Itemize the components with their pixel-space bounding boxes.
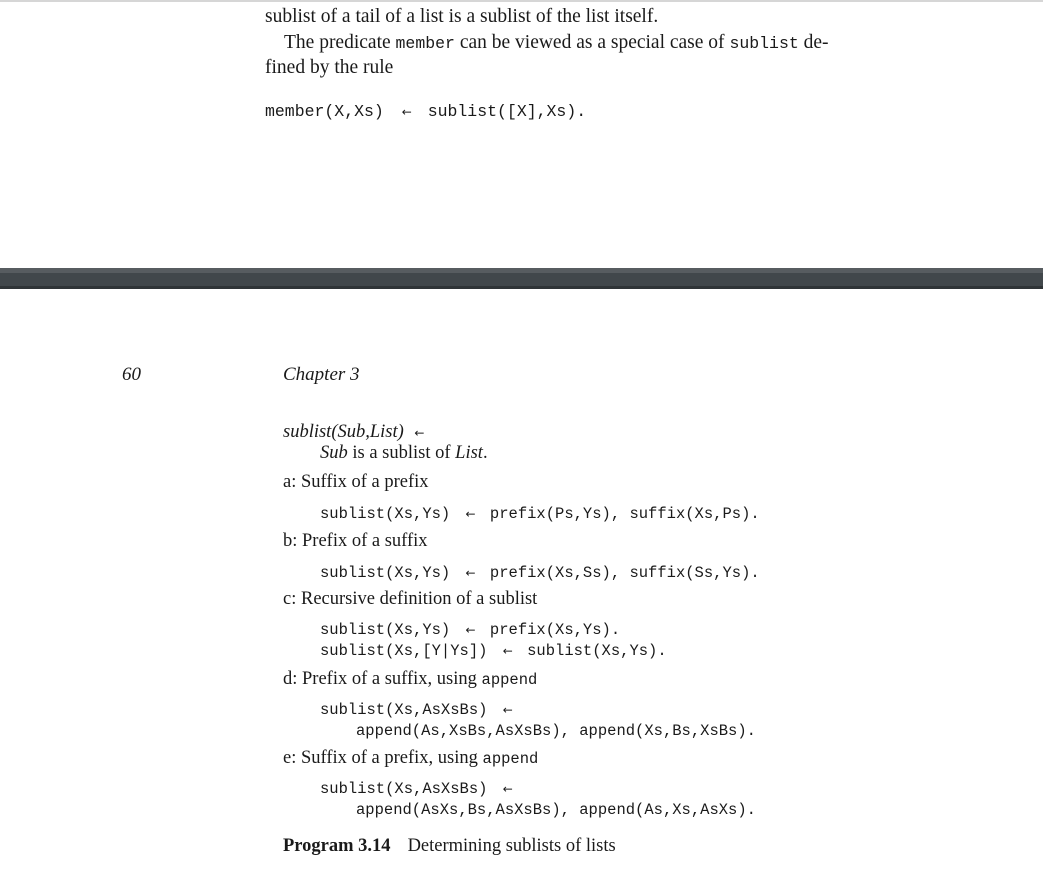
section-c-code-line-2: sublist(Xs,[Y|Ys]) ← sublist(Xs,Ys). xyxy=(320,642,667,660)
left-arrow-icon: ← xyxy=(502,703,513,717)
section-d-code-line-1: sublist(Xs,AsXsBs) ← xyxy=(320,701,513,719)
section-a-code: sublist(Xs,Ys) ← prefix(Ps,Ys), suffix(Xs,Ps). xyxy=(320,505,760,523)
page-separator xyxy=(0,268,1043,289)
page-number: 60 xyxy=(122,364,141,385)
left-arrow-icon: ← xyxy=(465,566,476,580)
paragraph-line-3: fined by the rule xyxy=(265,57,394,78)
program-number: Program 3.14 xyxy=(283,836,391,856)
section-e-code-line-1: sublist(Xs,AsXsBs) ← xyxy=(320,780,513,798)
left-arrow-icon: ← xyxy=(465,623,476,637)
left-arrow-icon: ← xyxy=(502,782,513,796)
section-c-label: c: Recursive definition of a sublist xyxy=(283,589,538,609)
section-b-label: b: Prefix of a suffix xyxy=(283,531,428,551)
left-arrow-icon: ← xyxy=(401,105,412,119)
section-e-label: e: Suffix of a prefix, using append xyxy=(283,748,539,768)
section-c-code-line-1: sublist(Xs,Ys) ← prefix(Xs,Ys). xyxy=(320,621,621,639)
append-code: append xyxy=(482,750,539,768)
section-d-code-line-2: append(As,XsBs,AsXsBs), append(Xs,Bs,XsBs). xyxy=(356,722,756,740)
append-code: append xyxy=(481,671,538,689)
previous-page xyxy=(0,0,1043,268)
program-caption xyxy=(283,836,616,857)
running-header: Chapter 3 xyxy=(283,364,360,385)
paragraph-line-1: sublist of a tail of a list is a sublist of the list itself. xyxy=(265,6,659,27)
section-a-label: a: Suffix of a prefix xyxy=(283,472,429,492)
relation-spec-head: sublist(Sub,List) ← xyxy=(283,422,425,442)
sublist-code: sublist xyxy=(729,34,799,53)
relation-spec-description: Sub is a sublist of List. xyxy=(320,443,488,463)
program-title: Determining sublists of lists xyxy=(407,836,616,856)
member-rule: member(X,Xs) ← sublist([X],Xs). xyxy=(265,102,587,121)
page-top-edge xyxy=(0,0,1043,2)
section-b-code: sublist(Xs,Ys) ← prefix(Xs,Ss), suffix(Ss,Ys). xyxy=(320,564,760,582)
paragraph-line-2: The predicate member can be viewed as a special case of sublist de- xyxy=(284,32,829,53)
left-arrow-icon: ← xyxy=(502,644,513,658)
section-d-label: d: Prefix of a suffix, using append xyxy=(283,669,538,689)
left-arrow-icon: ← xyxy=(465,507,476,521)
member-code: member xyxy=(395,34,455,53)
left-arrow-icon: ← xyxy=(414,426,425,440)
section-e-code-line-2: append(AsXs,Bs,AsXsBs), append(As,Xs,AsXs). xyxy=(356,801,756,819)
